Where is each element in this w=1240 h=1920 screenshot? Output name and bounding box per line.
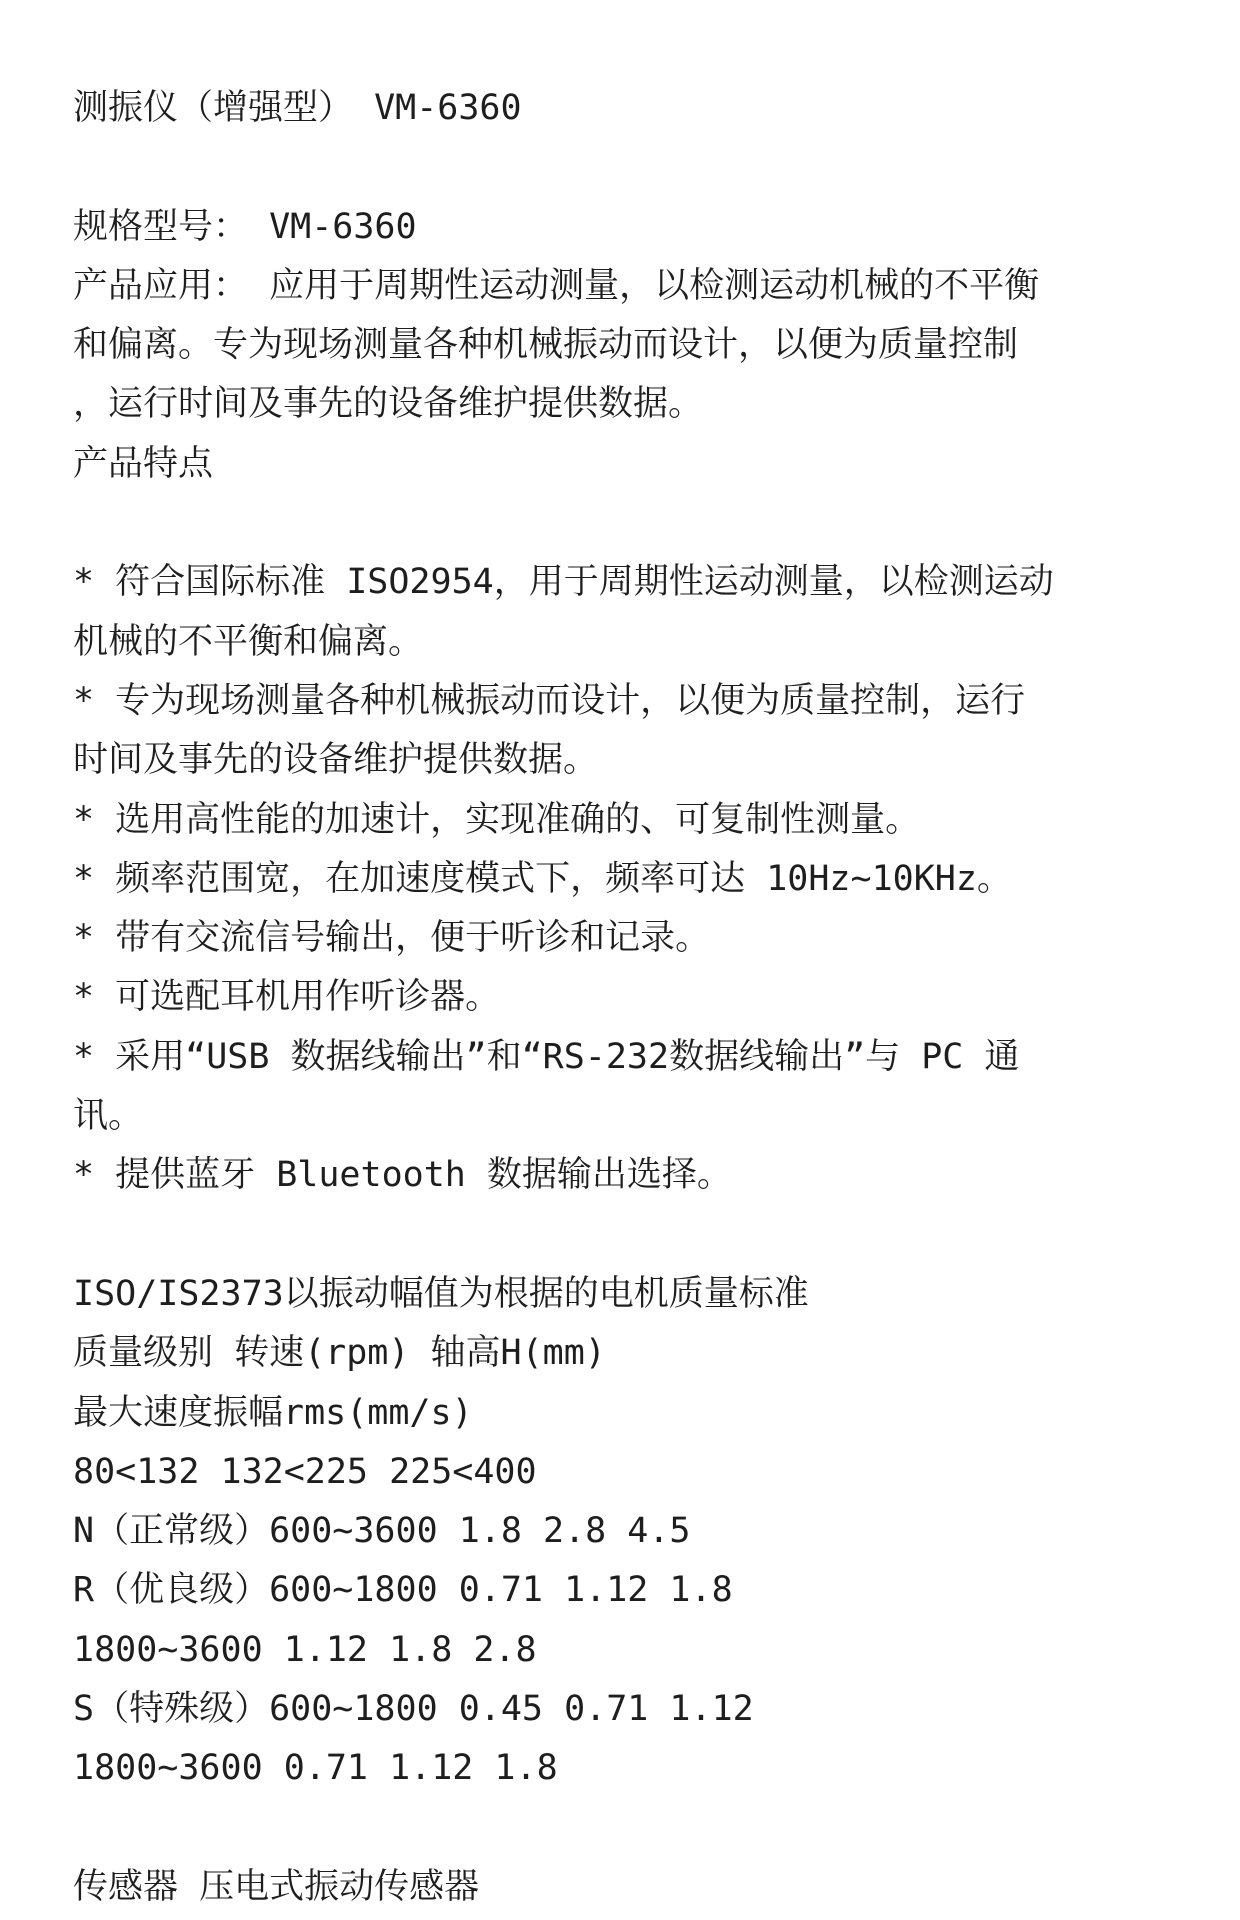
feature-line: 机械的不平衡和偏离。 xyxy=(73,621,424,662)
feature-line: 讯。 xyxy=(73,1096,144,1137)
standard-line: 80<132 132<225 225<400 xyxy=(73,1451,537,1492)
spacer xyxy=(73,1799,1173,1858)
sensor-line: 传感器 压电式振动传感器 xyxy=(73,1866,480,1907)
application-line: 和偏离。专为现场测量各种机械振动而设计，以便为质量控制 xyxy=(73,325,1019,366)
standard-line: 1800~3600 0.71 1.12 1.8 xyxy=(73,1748,558,1789)
standard-line: N（正常级）600~3600 1.8 2.8 4.5 xyxy=(73,1511,691,1552)
standard-line: R（优良级）600~1800 0.71 1.12 1.8 xyxy=(73,1570,733,1611)
feature-line: * 提供蓝牙 Bluetooth 数据输出选择。 xyxy=(73,1155,732,1196)
application-line: 产品应用： 应用于周期性运动测量，以检测运动机械的不平衡 xyxy=(73,265,1040,306)
standard-line: 1800~3600 1.12 1.8 2.8 xyxy=(73,1629,537,1670)
feature-line: 时间及事先的设备维护提供数据。 xyxy=(73,740,599,781)
feature-line: * 专为现场测量各种机械振动而设计，以便为质量控制，运行 xyxy=(73,680,1026,721)
spacer xyxy=(73,1206,1173,1265)
feature-line: * 频率范围宽，在加速度模式下，频率可达 10Hz~10KHz。 xyxy=(73,858,1012,899)
document-body xyxy=(73,79,1173,1917)
feature-line: * 选用高性能的加速计，实现准确的、可复制性测量。 xyxy=(73,799,921,840)
spec-model-line: 规格型号： VM-6360 xyxy=(73,206,417,247)
feature-line: * 符合国际标准 ISO2954，用于周期性运动测量，以检测运动 xyxy=(73,562,1054,603)
feature-line: * 可选配耳机用作听诊器。 xyxy=(73,977,501,1018)
standard-line: 最大速度振幅rms(mm/s) xyxy=(73,1392,473,1433)
standard-line: 质量级别 转速(rpm) 轴高H(mm) xyxy=(73,1333,606,1374)
features-heading: 产品特点 xyxy=(73,443,214,484)
application-line: ，运行时间及事先的设备维护提供数据。 xyxy=(73,384,704,425)
standard-line: ISO/IS2373以振动幅值为根据的电机质量标准 xyxy=(73,1273,809,1314)
feature-line: * 采用“USB 数据线输出”和“RS-232数据线输出”与 PC 通 xyxy=(73,1036,1020,1077)
spacer xyxy=(73,494,1173,553)
feature-line: * 带有交流信号输出，便于听诊和记录。 xyxy=(73,918,711,959)
spacer xyxy=(73,138,1173,197)
document-title: 测振仪（增强型） VM-6360 xyxy=(73,88,522,128)
standard-line: S（特殊级）600~1800 0.45 0.71 1.12 xyxy=(73,1689,754,1730)
